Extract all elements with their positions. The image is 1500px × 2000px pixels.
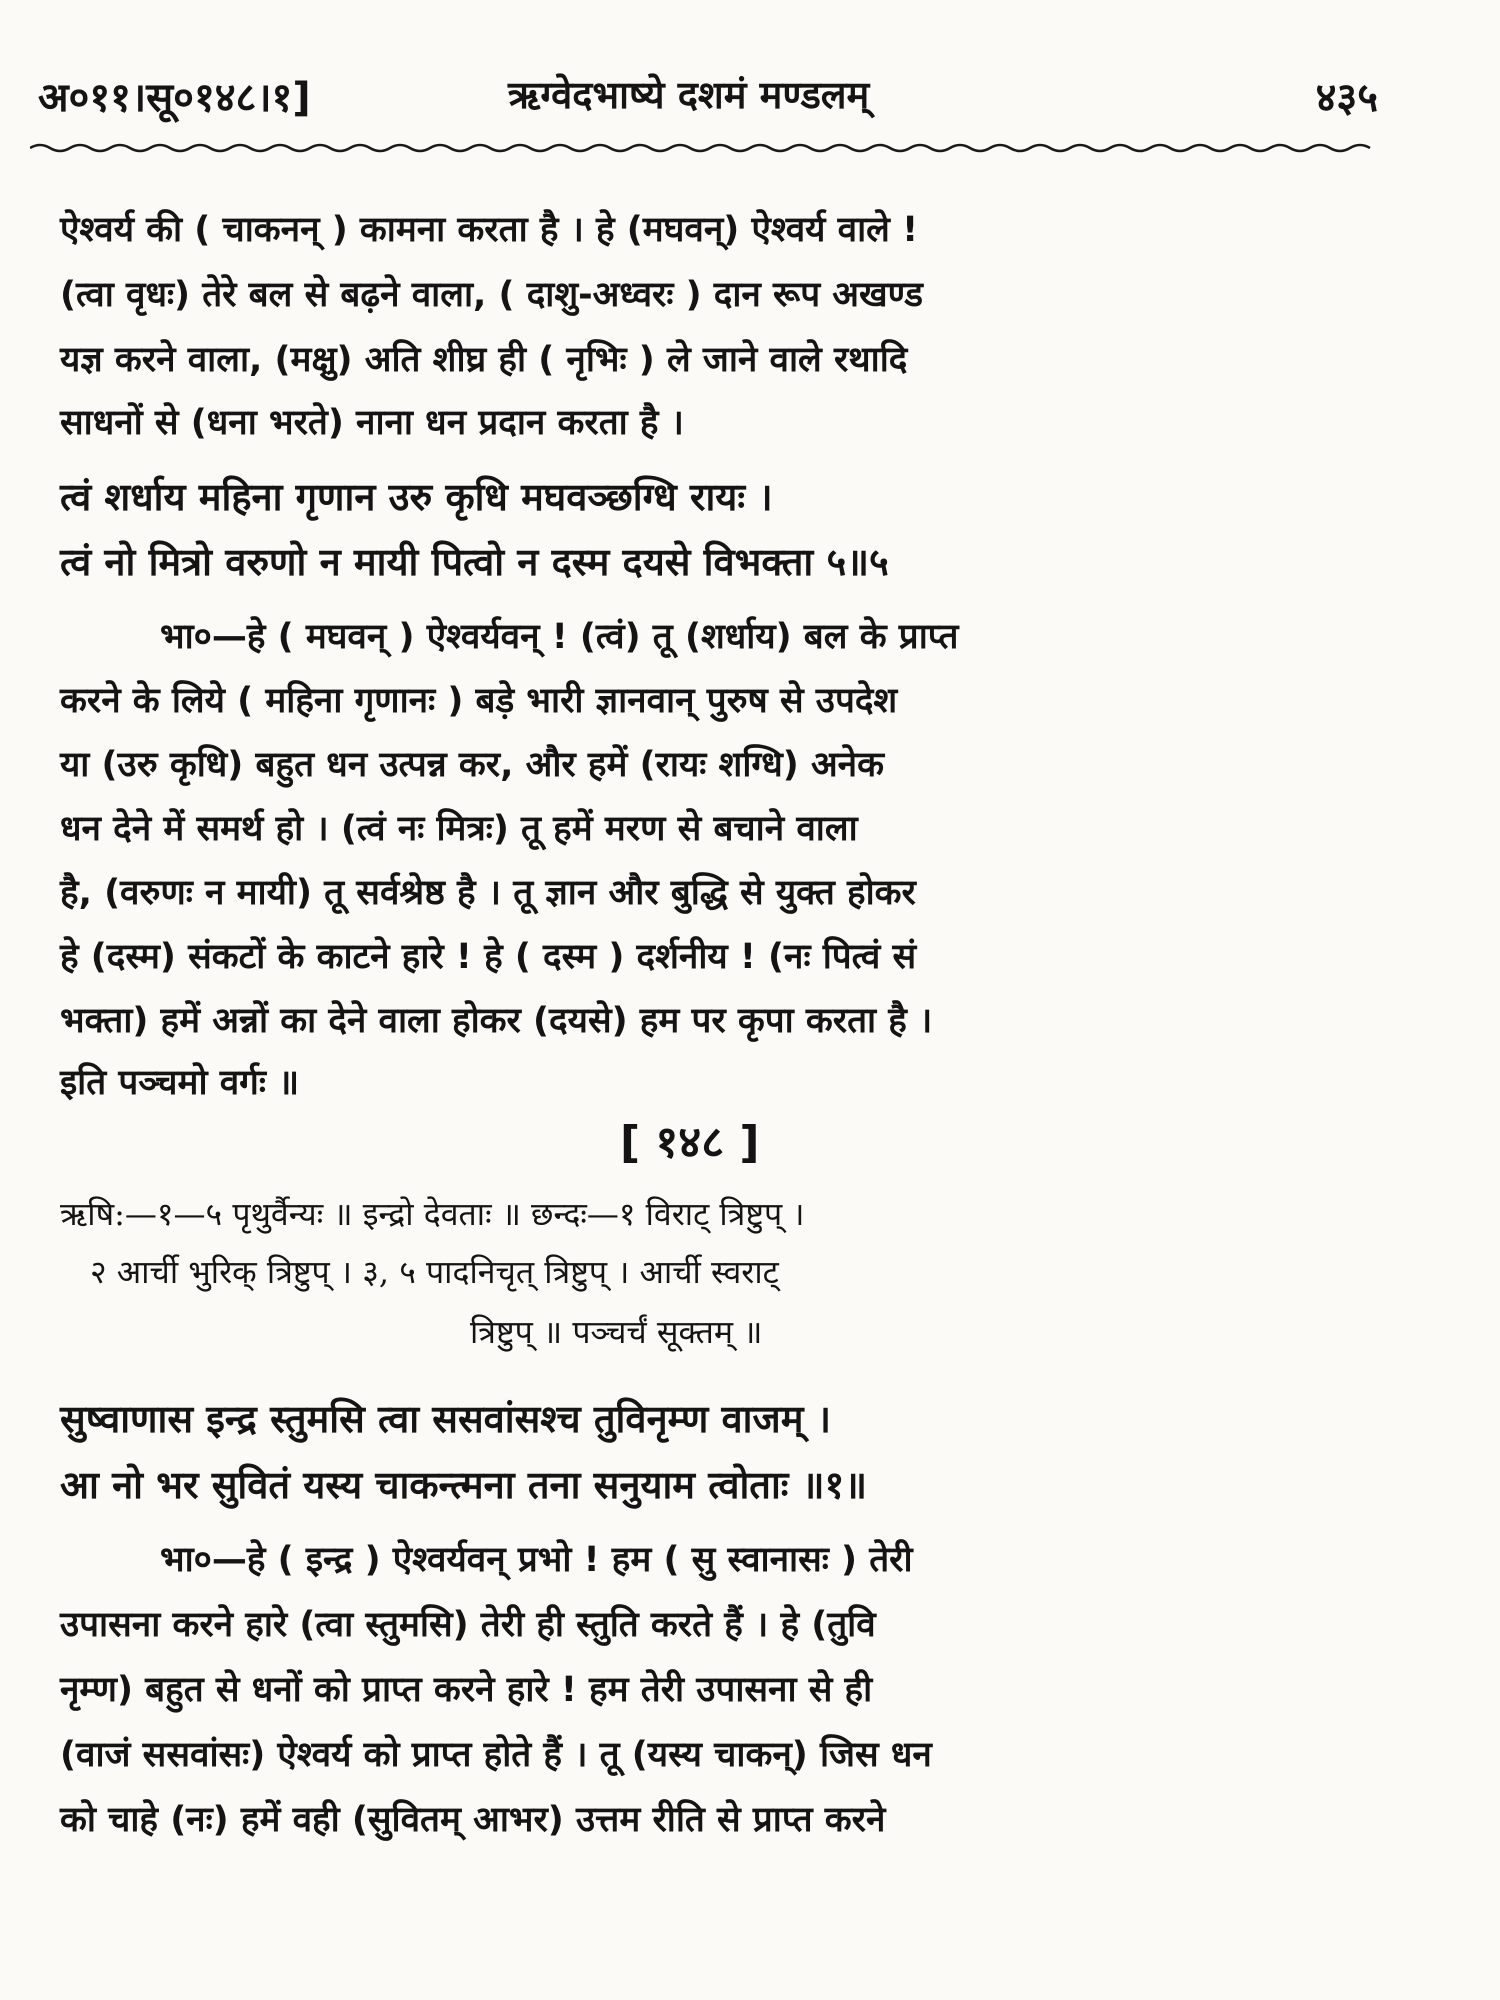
commentary-line: (वाजं ससवांसः) ऐश्वर्य को प्राप्त होते हैं । तू (यस्य चाकन्) जिस धन <box>60 1735 932 1775</box>
commentary-line: ऐश्वर्य की ( चाकनन् ) कामना करता है । हे (मघवन्) ऐश्वर्य वाले ! <box>60 210 919 250</box>
commentary-line: या (उरु कृधि) बहुत धन उत्पन्न कर, और हमें (रायः शग्धि) अनेक <box>60 745 884 785</box>
commentary-line: को चाहे (नः) हमें वही (सुवितम् आभर) उत्तम रीति से प्राप्त करने <box>60 1800 886 1840</box>
commentary-line: इति पञ्चमो वर्गः ॥ <box>60 1063 300 1103</box>
page-number: ४३५ <box>1315 75 1378 121</box>
sukta-meta-line: २ आर्ची भुरिक् त्रिष्टुप् । ३, ५ पादनिचृत् त्रिष्टुप् । आर्ची स्वराट् <box>90 1253 779 1291</box>
commentary-line: यज्ञ करने वाला, (मक्षु) अति शीघ्र ही ( नृभिः ) ले जाने वाले रथादि <box>60 340 908 380</box>
verse-line: सुष्वाणास इन्द्र स्तुमसि त्वा ससवांसश्च तुविनृम्ण वाजम् । <box>60 1397 832 1441</box>
commentary-line: उपासना करने हारे (त्वा स्तुमसि) तेरी ही स्तुति करते हैं । हे (तुवि <box>60 1605 876 1645</box>
commentary-line: हे (दस्म) संकटों के काटने हारे ! हे ( दस्म ) दर्शनीय ! (नः पित्वं सं <box>60 937 917 977</box>
sukta-meta-line: ऋषि:—१—५ पृथुर्वैन्यः ॥ इन्द्रो देवताः ॥ छन्दः—१ विराट् त्रिष्टुप् । <box>60 1195 805 1233</box>
verse-line: त्वं नो मित्रो वरुणो न मायी पित्वो न दस्म दयसे विभक्ता ५॥५ <box>60 540 889 584</box>
sukta-number: [ १४८ ] <box>620 1117 760 1168</box>
verse-line: आ नो भर सुवितं यस्य चाकन्त्मना तना सनुयाम त्वोताः ॥१॥ <box>60 1463 867 1507</box>
commentary-line: धन देने में समर्थ हो । (त्वं नः मित्रः) तू हमें मरण से बचाने वाला <box>60 809 858 849</box>
commentary-line: भा०—हे ( इन्द्र ) ऐश्वर्यवन् प्रभो ! हम ( सु स्वानासः ) तेरी <box>160 1540 913 1580</box>
commentary-line: नृम्ण) बहुत से धनों को प्राप्त करने हारे ! हम तेरी उपासना से ही <box>60 1670 873 1710</box>
header-reference: अ०११।सू०१४८।१] <box>38 75 311 121</box>
sukta-meta-line: त्रिष्टुप् ॥ पञ्चर्चं सूक्तम् ॥ <box>470 1313 763 1351</box>
commentary-line: भा०—हे ( मघवन् ) ऐश्वर्यवन् ! (त्वं) तू (शर्धाय) बल के प्राप्त <box>160 617 959 657</box>
page-header <box>38 62 1378 132</box>
commentary-line: भक्ता) हमें अन्नों का देने वाला होकर (दयसे) हम पर कृपा करता है । <box>60 1001 933 1041</box>
commentary-line: साधनों से (धना भरते) नाना धन प्रदान करता है । <box>60 403 684 443</box>
commentary-line: है, (वरुणः न मायी) तू सर्वश्रेष्ठ है । तू ज्ञान और बुद्धि से युक्त होकर <box>60 873 916 913</box>
commentary-line: (त्वा वृधः) तेरे बल से बढ़ने वाला, ( दाशु-अध्वरः ) दान रूप अखण्ड <box>60 275 924 315</box>
header-title: ऋग्वेदभाष्ये दशमं मण्डलम् <box>508 73 870 117</box>
commentary-line: करने के लिये ( महिना गृणानः ) बड़े भारी ज्ञानवान् पुरुष से उपदेश <box>60 681 898 721</box>
header-wavy-rule <box>30 140 1380 156</box>
verse-line: त्वं शर्धाय महिना गृणान उरु कृधि मघवञ्छग्धि रायः । <box>60 475 773 519</box>
